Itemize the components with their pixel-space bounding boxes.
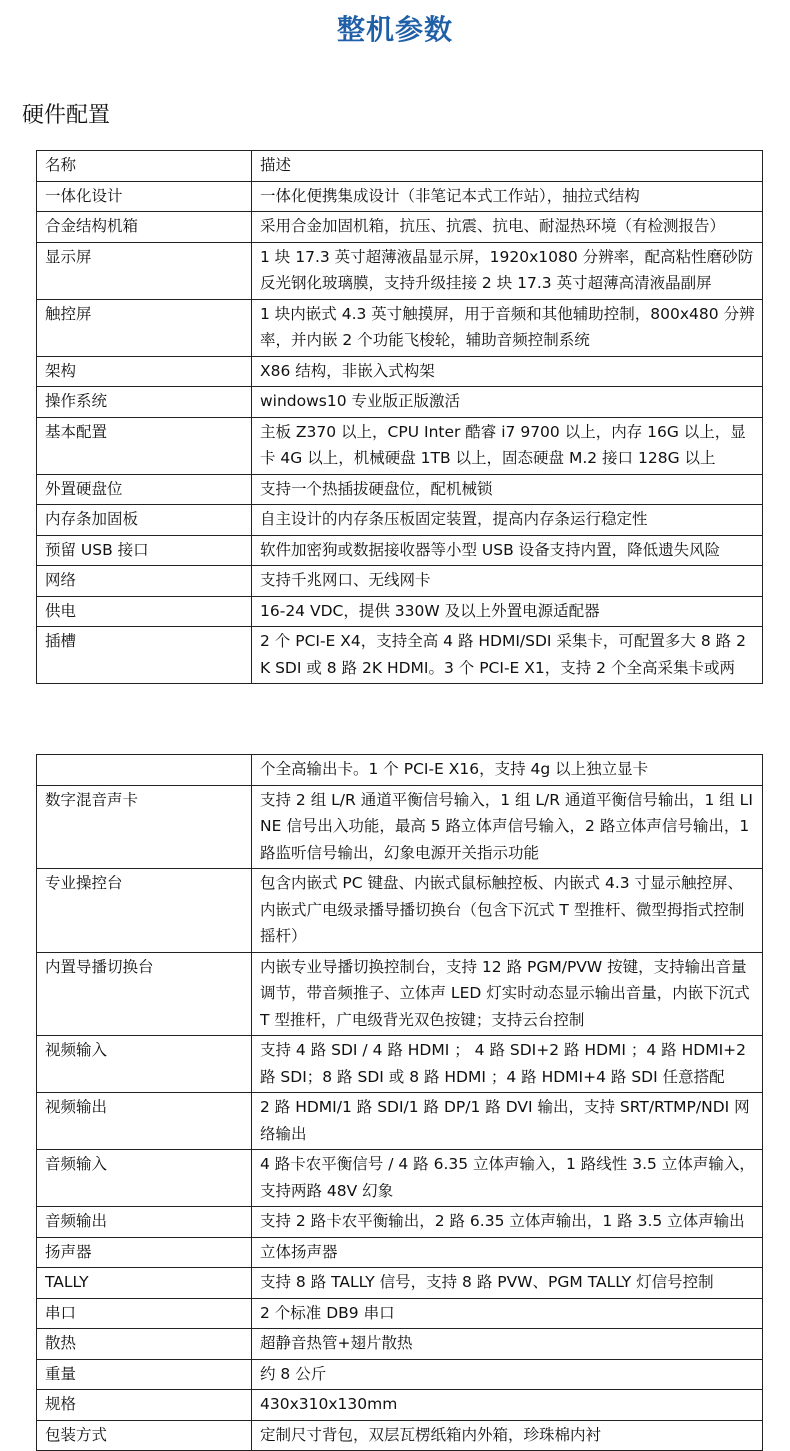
table-row <box>37 566 763 597</box>
spec-table-part-2 <box>36 754 763 1451</box>
table-row <box>37 755 763 786</box>
spec-name-cell: 视频输出 <box>37 1093 252 1150</box>
spec-description-cell: 2 个 PCI-E X4，支持全高 4 路 HDMI/SDI 采集卡，可配置多大 8 路 2K SDI 或 8 路 2K HDMI。3 个 PCI-E X1，支持 2 个全高采集卡或两 <box>252 627 763 684</box>
table-row <box>37 1359 763 1390</box>
spec-description-cell: 包含内嵌式 PC 键盘、内嵌式鼠标触控板、内嵌式 4.3 寸显示触控屏、内嵌式广电级录播导播切换台（包含下沉式 T 型推杆、微型拇指式控制摇杆） <box>252 869 763 953</box>
spec-description-cell: 支持千兆网口、无线网卡 <box>252 566 763 597</box>
spec-name-cell: 数字混音声卡 <box>37 785 252 869</box>
spec-name-cell: 供电 <box>37 596 252 627</box>
table-row <box>37 212 763 243</box>
spec-description-cell: 定制尺寸背包，双层瓦楞纸箱内外箱，珍珠棉内衬 <box>252 1420 763 1451</box>
spec-name-cell: 音频输入 <box>37 1150 252 1207</box>
spec-description-cell: 2 路 HDMI/1 路 SDI/1 路 DP/1 路 DVI 输出，支持 SRT/RTMP/NDI 网络输出 <box>252 1093 763 1150</box>
page-title: 整机参数 <box>336 13 453 46</box>
table-row <box>37 1390 763 1421</box>
spec-description-cell: 2 个标准 DB9 串口 <box>252 1298 763 1329</box>
spec-name-cell: 架构 <box>37 356 252 387</box>
spec-description-cell: windows10 专业版正版激活 <box>252 387 763 418</box>
table-row <box>37 596 763 627</box>
spec-name-cell: 内存条加固板 <box>37 505 252 536</box>
spec-name-cell: 重量 <box>37 1359 252 1390</box>
spec-description-cell: 支持 2 组 L/R 通道平衡信号输入，1 组 L/R 通道平衡信号输出，1 组 LINE 信号出入功能，最高 5 路立体声信号输入，2 路立体声信号输出，1 路监听信号输出，幻象电源开关指示功能 <box>252 785 763 869</box>
spec-table-part-1-body <box>37 151 763 684</box>
table-row <box>37 627 763 684</box>
spec-name-cell: 操作系统 <box>37 387 252 418</box>
table-row <box>37 785 763 869</box>
spec-description-cell: 内嵌专业导播切换控制台，支持 12 路 PGM/PVW 按键，支持输出音量调节，带音频推子、立体声 LED 灯实时动态显示输出音量，内嵌下沉式 T 型推杆，广电级背光双色按键；支持云台控制 <box>252 952 763 1036</box>
table-row <box>37 1093 763 1150</box>
spec-name-cell: 内置导播切换台 <box>37 952 252 1036</box>
spec-name-cell: 包装方式 <box>37 1420 252 1451</box>
spec-name-cell: 专业操控台 <box>37 869 252 953</box>
table-row <box>37 1036 763 1093</box>
spec-name-cell <box>37 755 252 786</box>
table-row <box>37 242 763 299</box>
spec-name-cell: 扬声器 <box>37 1237 252 1268</box>
table-row <box>37 151 763 182</box>
table-row <box>37 417 763 474</box>
spec-name-cell: 显示屏 <box>37 242 252 299</box>
spec-table-part-1 <box>36 150 763 684</box>
spec-name-cell: 插槽 <box>37 627 252 684</box>
spec-description-cell: 1 块内嵌式 4.3 英寸触摸屏，用于音频和其他辅助控制，800x480 分辨率，并内嵌 2 个功能飞梭轮，辅助音频控制系统 <box>252 299 763 356</box>
spec-description-cell: 430x310x130mm <box>252 1390 763 1421</box>
table-row <box>37 1298 763 1329</box>
table-row <box>37 535 763 566</box>
spec-description-cell: 立体扬声器 <box>252 1237 763 1268</box>
spec-name-cell: 视频输入 <box>37 1036 252 1093</box>
table-row <box>37 299 763 356</box>
spec-description-cell: 支持 8 路 TALLY 信号，支持 8 路 PVW、PGM TALLY 灯信号控制 <box>252 1268 763 1299</box>
spec-name-cell: 预留 USB 接口 <box>37 535 252 566</box>
table-row <box>37 181 763 212</box>
table-row <box>37 869 763 953</box>
spec-name-cell: 规格 <box>37 1390 252 1421</box>
table-row <box>37 1268 763 1299</box>
spec-name-cell: 网络 <box>37 566 252 597</box>
spec-description-cell: 采用合金加固机箱，抗压、抗震、抗电、耐湿热环境（有检测报告） <box>252 212 763 243</box>
spec-name-cell: 散热 <box>37 1329 252 1360</box>
spec-description-cell: 支持一个热插拔硬盘位，配机械锁 <box>252 474 763 505</box>
table-row <box>37 1329 763 1360</box>
spec-description-cell: 约 8 公斤 <box>252 1359 763 1390</box>
spec-name-cell: 外置硬盘位 <box>37 474 252 505</box>
table-row <box>37 474 763 505</box>
spec-table-part-2-body <box>37 755 763 1451</box>
spec-description-cell: 支持 2 路卡农平衡输出，2 路 6.35 立体声输出，1 路 3.5 立体声输出 <box>252 1207 763 1238</box>
spec-description-cell: 超静音热管+翅片散热 <box>252 1329 763 1360</box>
spec-name-cell: TALLY <box>37 1268 252 1299</box>
table-row <box>37 952 763 1036</box>
spec-name-cell: 串口 <box>37 1298 252 1329</box>
section-title: 硬件配置 <box>22 103 111 128</box>
spec-name-cell: 音频输出 <box>37 1207 252 1238</box>
spec-name-cell: 名称 <box>37 151 252 182</box>
spec-description-cell: 主板 Z370 以上，CPU Inter 酷睿 i7 9700 以上，内存 16G 以上，显卡 4G 以上，机械硬盘 1TB 以上，固态硬盘 M.2 接口 128G 以上 <box>252 417 763 474</box>
table-row <box>37 505 763 536</box>
spec-description-cell: 1 块 17.3 英寸超薄液晶显示屏，1920x1080 分辨率，配高粘性磨砂防反光钢化玻璃膜，支持升级挂接 2 块 17.3 英寸超薄高清液晶副屏 <box>252 242 763 299</box>
table-row <box>37 356 763 387</box>
spec-description-cell: 自主设计的内存条压板固定装置，提高内存条运行稳定性 <box>252 505 763 536</box>
table-row <box>37 1150 763 1207</box>
spec-description-cell: 个全高输出卡。1 个 PCI-E X16，支持 4g 以上独立显卡 <box>252 755 763 786</box>
spec-description-cell: 16-24 VDC，提供 330W 及以上外置电源适配器 <box>252 596 763 627</box>
table-row <box>37 1237 763 1268</box>
spec-description-cell: X86 结构，非嵌入式构架 <box>252 356 763 387</box>
spec-name-cell: 一体化设计 <box>37 181 252 212</box>
spec-name-cell: 触控屏 <box>37 299 252 356</box>
spec-name-cell: 合金结构机箱 <box>37 212 252 243</box>
spec-description-cell: 一体化便携集成设计（非笔记本式工作站），抽拉式结构 <box>252 181 763 212</box>
spec-description-cell: 软件加密狗或数据接收器等小型 USB 设备支持内置，降低遗失风险 <box>252 535 763 566</box>
spec-description-cell: 描述 <box>252 151 763 182</box>
spec-name-cell: 基本配置 <box>37 417 252 474</box>
table-row <box>37 387 763 418</box>
spec-description-cell: 支持 4 路 SDI / 4 路 HDMI ； 4 路 SDI+2 路 HDMI ；4 路 HDMI+2 路 SDI；8 路 SDI 或 8 路 HDMI ；4 路 HDMI+4 路 SDI 任意搭配 <box>252 1036 763 1093</box>
table-row <box>37 1207 763 1238</box>
spec-description-cell: 4 路卡农平衡信号 / 4 路 6.35 立体声输入，1 路线性 3.5 立体声输入，支持两路 48V 幻象 <box>252 1150 763 1207</box>
